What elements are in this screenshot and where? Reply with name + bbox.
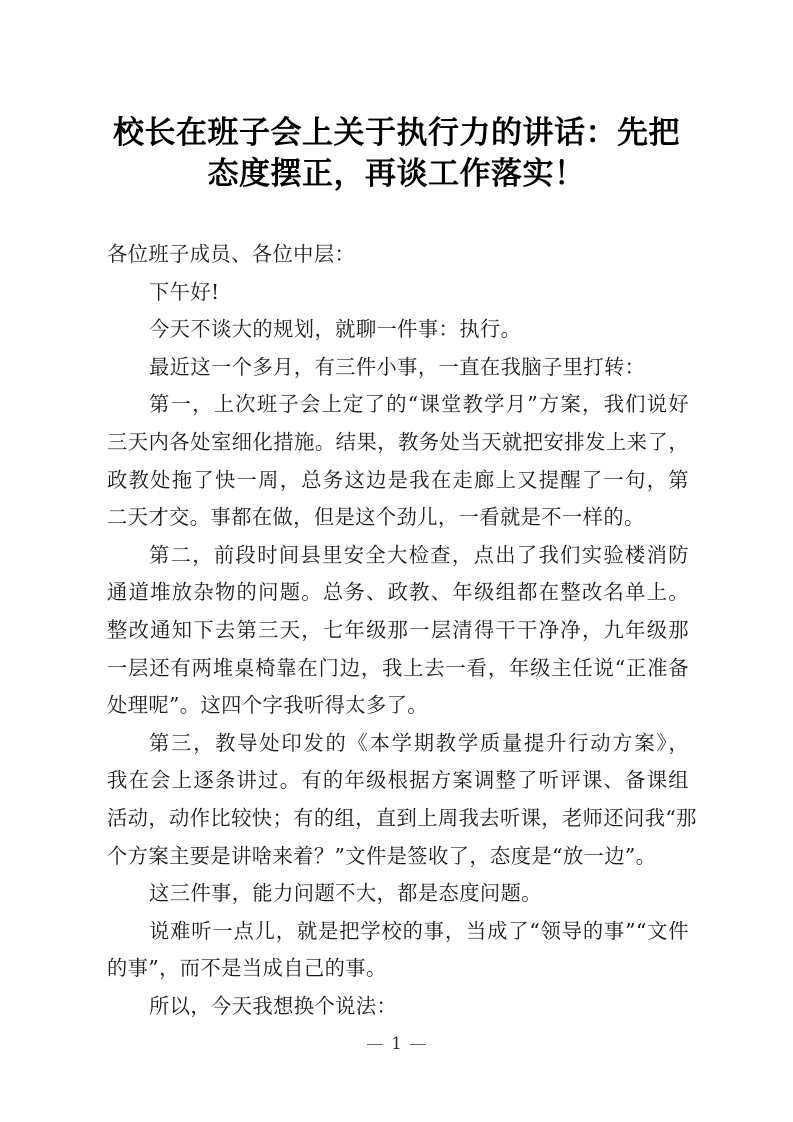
paragraph-case-1 (107, 386, 689, 536)
text-line: 第二，前段时间县里安全大检查，点出了我们实验楼消防 (149, 542, 689, 567)
title-line-1: 校长在班子会上关于执行力的讲话：先把 (113, 115, 680, 151)
text-line: 处理呢”。这四个字我听得太多了。 (107, 693, 428, 718)
dash-left-icon (367, 1044, 383, 1045)
text-line: 二天才交。事都在做，但是这个劲儿，一看就是不一样的。 (107, 505, 645, 530)
document-body (107, 236, 697, 1025)
text-line: 各位班子成员、各位中层： (107, 242, 356, 266)
paragraph-intro (107, 349, 689, 387)
text-line: 整改通知下去第三天，七年级那一层清得干干净净，九年级那 (107, 617, 689, 642)
page-number: 1 (391, 1034, 402, 1054)
paragraph-blunt (107, 913, 689, 988)
text-line: 第一，上次班子会上定了的“课堂教学月”方案，我们说好 (149, 392, 689, 417)
text-line: 三天内各处室细化措施。结果，教务处当天就把安排发上来了， (107, 429, 689, 454)
title-line-2: 态度摆正，再谈工作落实！ (207, 156, 586, 192)
text-line: 一层还有两堆桌椅靠在门边，我上去一看，年级主任说“正准备 (107, 655, 689, 680)
text-line: 下午好! (149, 279, 220, 304)
page-footer (0, 1034, 793, 1054)
paragraph-case-3 (107, 725, 697, 875)
text-line: 通道堆放杂物的问题。总务、政教、年级组都在整改名单上。 (107, 580, 689, 605)
text-line: 这三件事，能力问题不大，都是态度问题。 (149, 881, 542, 906)
text-line: 的事”，而不是当成自己的事。 (107, 956, 387, 981)
paragraph-topic (107, 311, 689, 349)
text-line: 个方案主要是讲啥来着？”文件是签收了，态度是“放一边”。 (107, 843, 657, 868)
paragraph-case-2 (107, 537, 689, 725)
text-line: 说难听一点儿，就是把学校的事，当成了“领导的事”“文件 (149, 918, 689, 943)
text-line: 今天不谈大的规划，就聊一件事：执行。 (149, 317, 522, 342)
text-line: 所以，今天我想换个说法： (149, 993, 398, 1018)
text-line: 我在会上逐条讲过。有的年级根据方案调整了听评课、备课组 (107, 768, 689, 793)
paragraph-salutation (107, 236, 689, 274)
paragraph-transition (107, 988, 689, 1026)
text-line: 最近这一个多月，有三件小事，一直在我脑子里打转： (149, 354, 646, 379)
document-title (100, 113, 693, 195)
paragraph-greeting (107, 274, 689, 312)
text-line: 政教处拖了快一周，总务这边是我在走廊上又提醒了一句，第 (107, 467, 689, 492)
text-line: 第三，教导处印发的《本学期教学质量提升行动方案》， (149, 730, 689, 755)
paragraph-summary (107, 875, 689, 913)
dash-right-icon (410, 1044, 426, 1045)
text-line: 活动，动作比较快；有的组，直到上周我去听课，老师还问我“那 (107, 805, 697, 830)
